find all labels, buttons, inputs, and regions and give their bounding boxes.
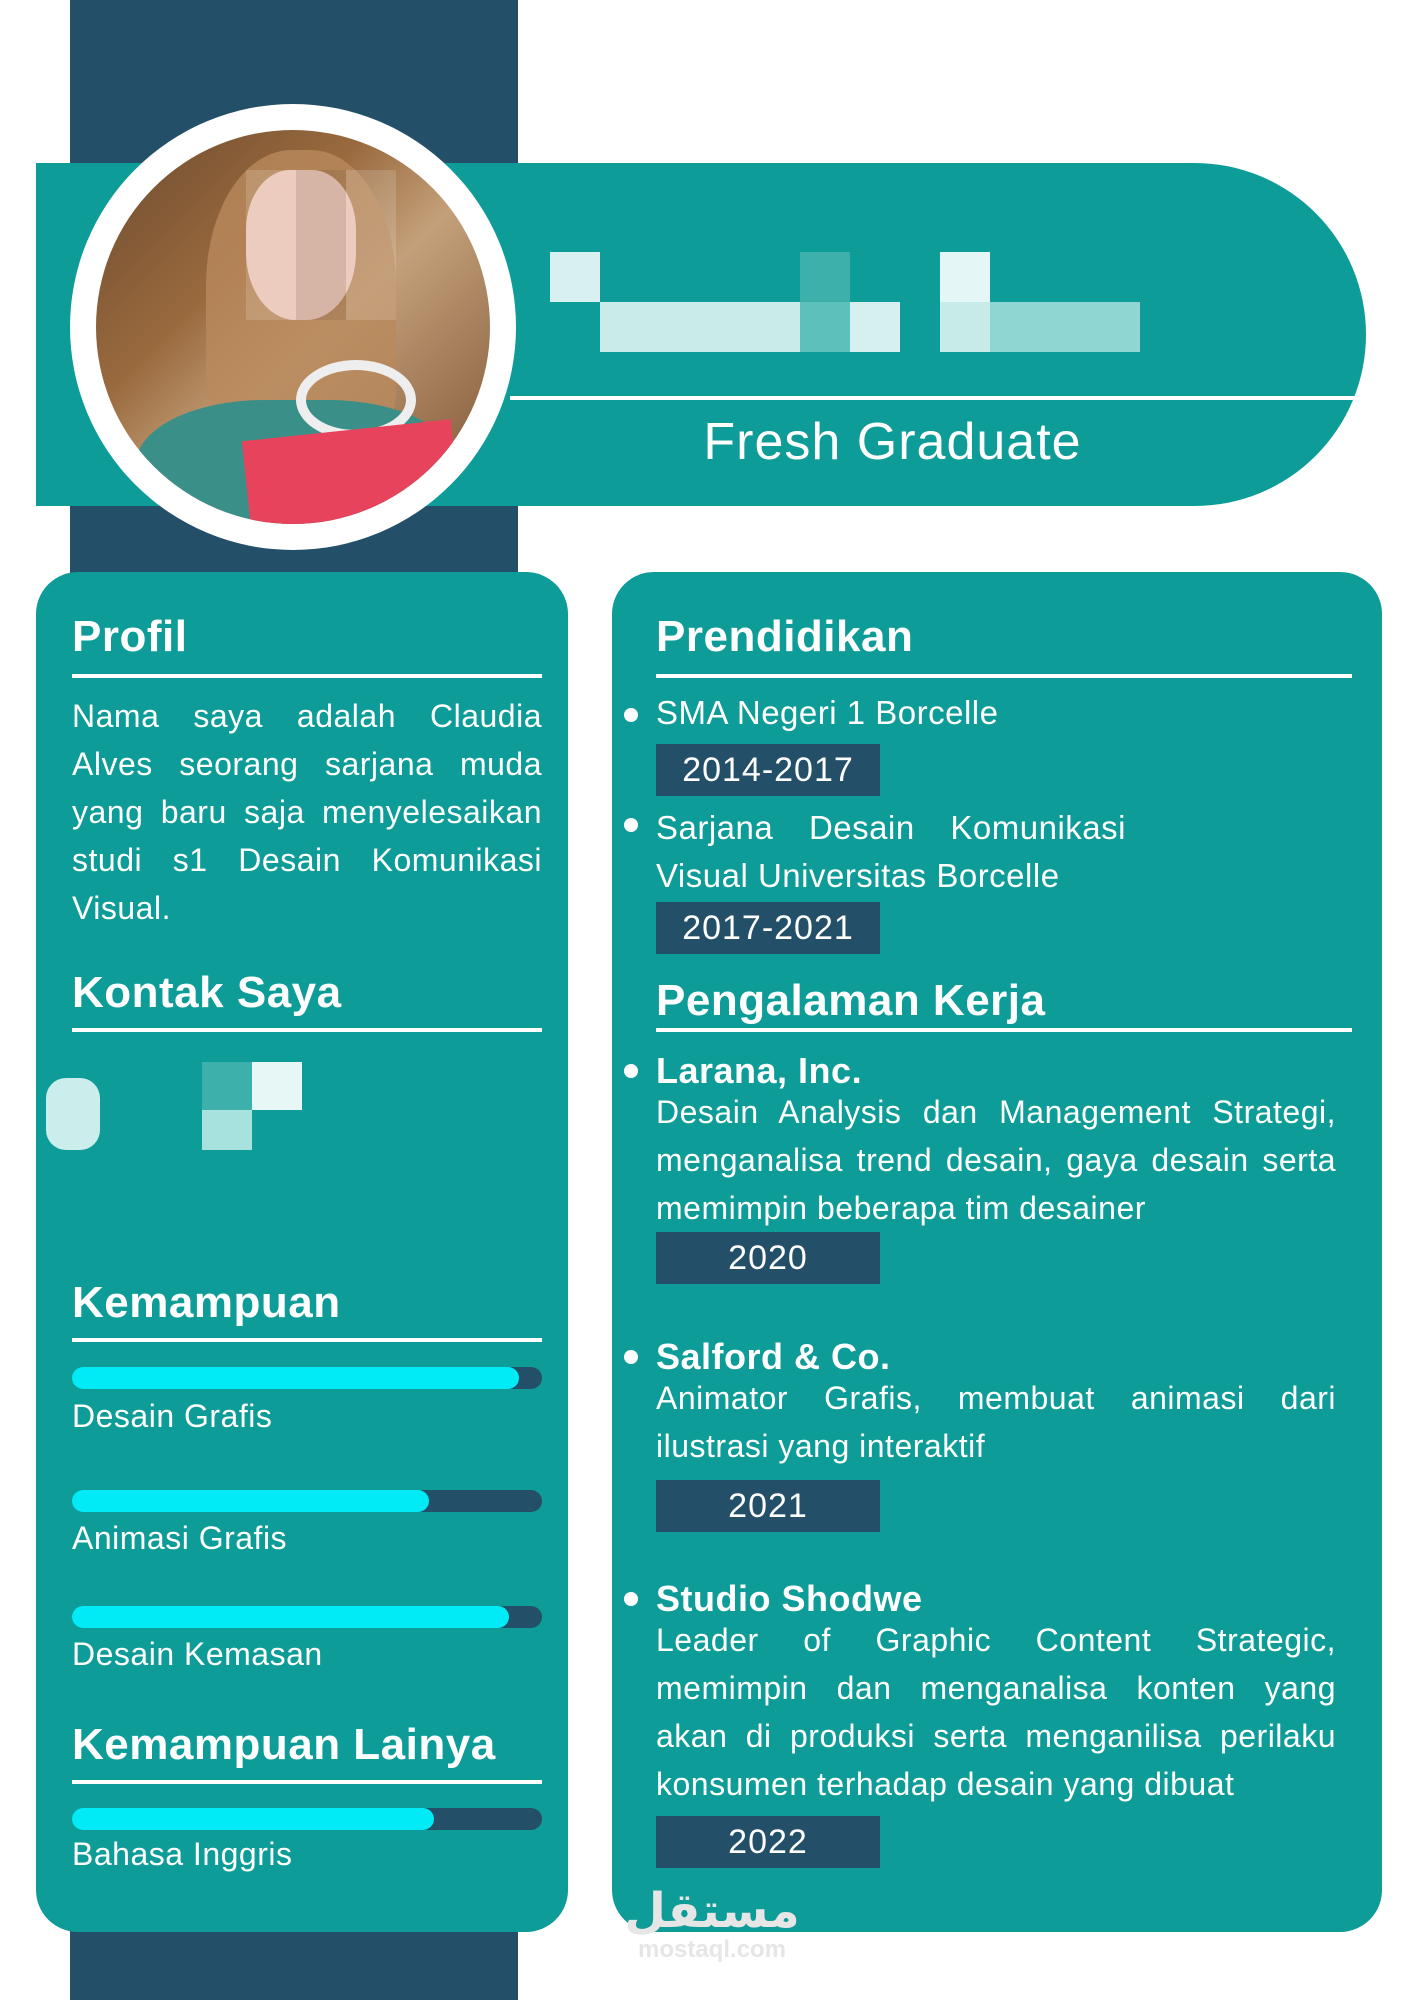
other-skills-title: Kemampuan Lainya (72, 1720, 496, 1769)
skill-bar-fill (72, 1606, 509, 1628)
experience-year: 2022 (656, 1816, 880, 1868)
profile-text: Nama saya adalah Claudia Alves seorang sarjana muda yang baru saja menyelesaikan studi s1 Desain Komunikasi Visual. (72, 698, 542, 926)
experience-company: Salford & Co. (656, 1336, 891, 1377)
education-divider (656, 674, 1352, 678)
skill-bar-bahasa-inggris (72, 1808, 542, 1830)
profile-divider (72, 674, 542, 678)
skill-bar-animasi-grafis (72, 1490, 542, 1512)
education-years: 2017-2021 (656, 902, 880, 954)
education-bullet (624, 708, 638, 722)
skill-bar-desain-kemasan (72, 1606, 542, 1628)
profile-title: Profil (72, 612, 188, 661)
profile-photo (96, 130, 490, 524)
experience-divider (656, 1028, 1352, 1032)
experience-desc: Animator Grafis, membuat animasi dari ilustrasi yang interaktif (656, 1380, 1336, 1464)
watermark-url: mostaql.com (637, 1936, 787, 1963)
experience-bullet (624, 1592, 638, 1606)
header-divider (510, 396, 1370, 400)
skills-title: Kemampuan (72, 1278, 341, 1327)
skill-label-bahasa-inggris: Bahasa Inggris (72, 1836, 293, 1872)
education-years: 2014-2017 (656, 744, 880, 796)
skill-label-desain-grafis: Desain Grafis (72, 1398, 273, 1434)
education-title: Prendidikan (656, 612, 914, 661)
other-skills-divider (72, 1780, 542, 1784)
experience-bullet (624, 1350, 638, 1364)
education-bullet (624, 818, 638, 832)
skill-bar-fill (72, 1367, 519, 1389)
experience-company: Larana, Inc. (656, 1050, 863, 1091)
photo-pixelation (246, 170, 396, 320)
contact-divider (72, 1028, 542, 1032)
name-pixelated (550, 250, 1230, 350)
skill-label-desain-kemasan: Desain Kemasan (72, 1636, 323, 1672)
experience-desc: Leader of Graphic Content Strategic, memimpin dan menganalisa konten yang akan di produksi serta menganilisa perilaku konsumen terhadap desain yang dibuat (656, 1622, 1336, 1802)
experience-year: 2020 (656, 1232, 880, 1284)
experience-title: Pengalaman Kerja (656, 976, 1046, 1025)
experience-year: 2021 (656, 1480, 880, 1532)
skill-label-animasi-grafis: Animasi Grafis (72, 1520, 288, 1556)
skill-bar-desain-grafis (72, 1367, 542, 1389)
skill-bar-fill (72, 1808, 434, 1830)
education-name: SMA Negeri 1 Borcelle (656, 694, 999, 731)
skills-divider (72, 1338, 542, 1342)
education-name: Sarjana Desain Komunikasi Visual Universitas Borcelle (656, 809, 1126, 894)
watermark-logo: مستقل (624, 1885, 800, 1938)
experience-bullet (624, 1064, 638, 1078)
watermark (622, 1885, 802, 1964)
experience-company: Studio Shodwe (656, 1578, 923, 1619)
job-title: Fresh Graduate (703, 413, 1082, 471)
skill-bar-fill (72, 1490, 429, 1512)
experience-desc: Desain Analysis dan Management Strategi, menganalisa trend desain, gaya desain serta memimpin beberapa tim desainer (656, 1094, 1336, 1226)
contact-title: Kontak Saya (72, 968, 342, 1017)
